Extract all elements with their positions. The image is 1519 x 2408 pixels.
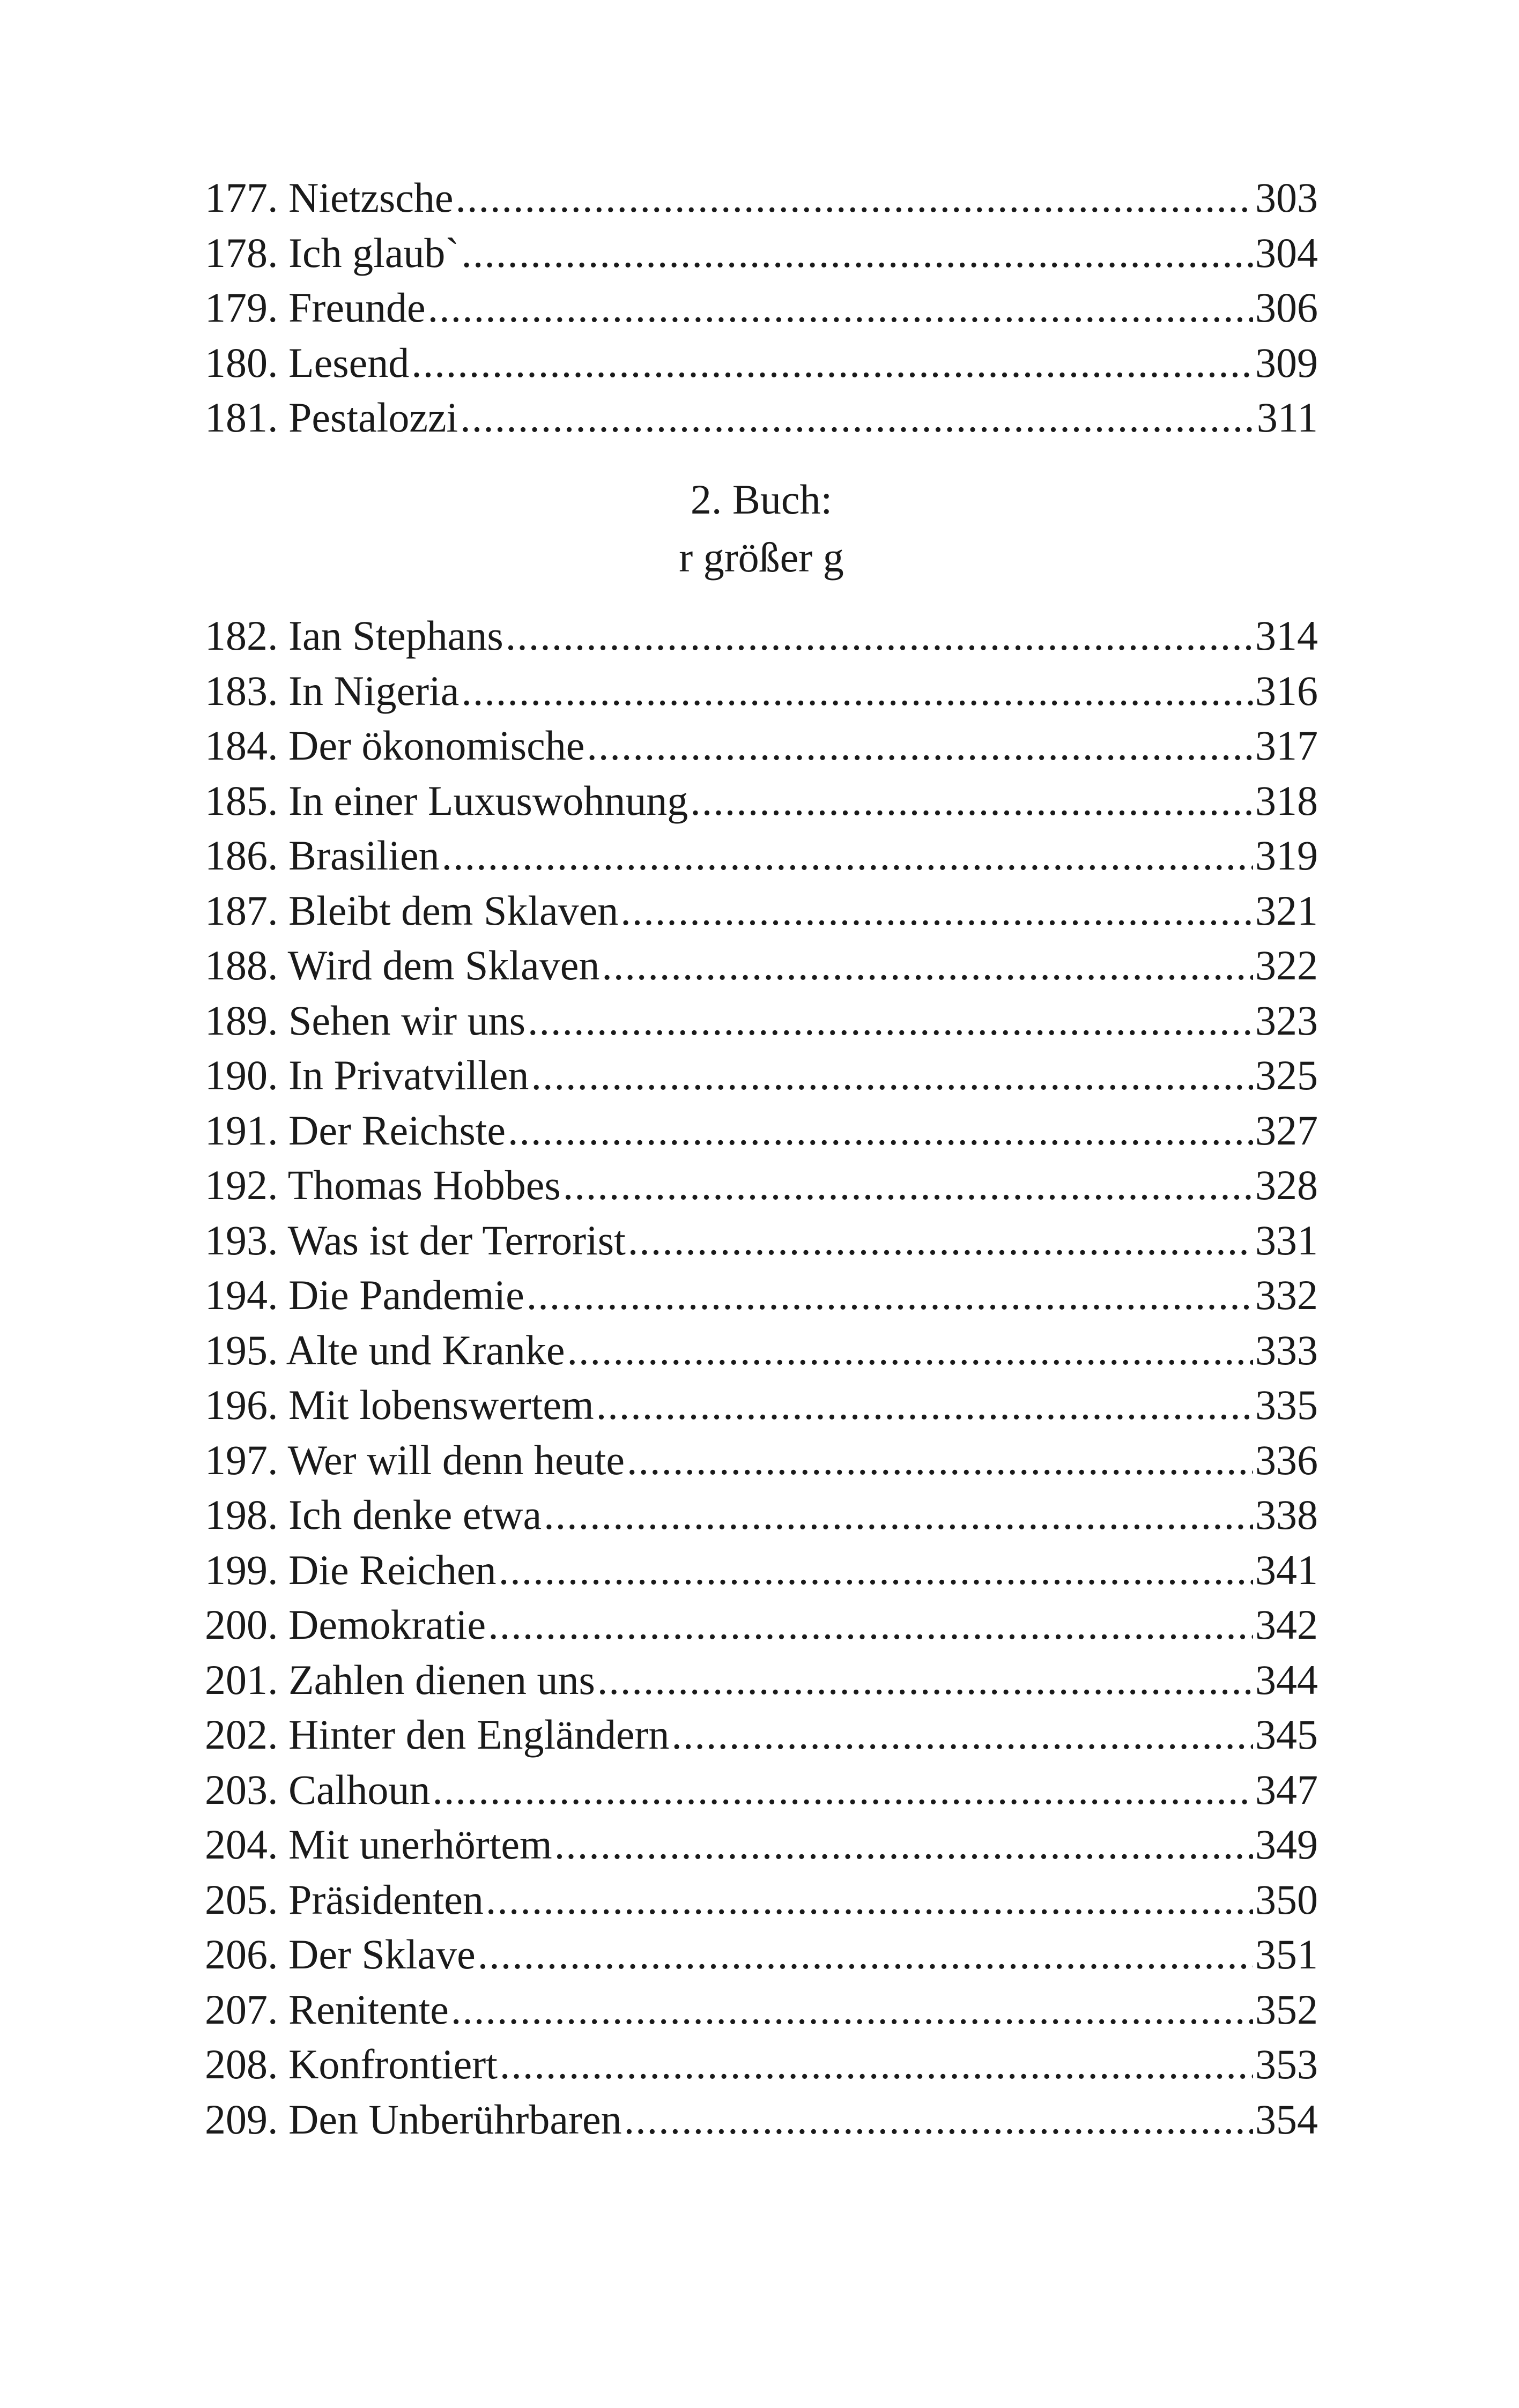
toc-entry-text: Ich glaub` bbox=[288, 229, 460, 276]
dot-leader bbox=[428, 280, 1253, 336]
section-heading bbox=[205, 471, 1318, 586]
toc-entry-text: Demokratie bbox=[288, 1601, 486, 1648]
toc-entry-number: 177. bbox=[205, 174, 278, 221]
toc-entry-number: 187. bbox=[205, 887, 278, 934]
toc-entry-title bbox=[205, 390, 460, 445]
toc-entry-number: 188. bbox=[205, 942, 278, 989]
dot-leader bbox=[488, 1597, 1253, 1653]
toc-entry-text: Wer will denn heute bbox=[287, 1436, 625, 1483]
toc-entry-title bbox=[205, 170, 456, 226]
toc-entry-text: Den Unberührbaren bbox=[288, 2095, 622, 2143]
dot-leader bbox=[596, 1378, 1253, 1433]
toc-entry-title bbox=[205, 2037, 500, 2092]
toc-list-part-1 bbox=[205, 170, 1318, 445]
toc-entry-page-number: 327 bbox=[1255, 1106, 1318, 1154]
toc-entry-number: 202. bbox=[205, 1711, 278, 1758]
toc-entry bbox=[205, 883, 1318, 939]
toc-entry-title bbox=[205, 1597, 488, 1653]
toc-entry bbox=[205, 1982, 1318, 2038]
toc-entry-number: 189. bbox=[205, 997, 278, 1044]
toc-entry-page-number: 317 bbox=[1255, 722, 1318, 769]
toc-entry-number: 209. bbox=[205, 2095, 278, 2143]
toc-entry bbox=[205, 2037, 1318, 2092]
toc-entry-number: 180. bbox=[205, 339, 278, 386]
dot-leader bbox=[563, 1158, 1253, 1213]
dot-leader bbox=[587, 718, 1253, 774]
dot-leader bbox=[620, 883, 1253, 939]
dot-leader bbox=[442, 828, 1253, 883]
toc-entry-text: Präsidenten bbox=[288, 1876, 484, 1923]
toc-entry-title bbox=[205, 1268, 527, 1323]
toc-entry-title bbox=[205, 1378, 596, 1433]
toc-entry-title bbox=[205, 1707, 671, 1763]
toc-entry-page-number: 344 bbox=[1255, 1656, 1318, 1703]
toc-entry-text: In Privatvillen bbox=[288, 1052, 529, 1098]
toc-entry-text: Brasilien bbox=[288, 832, 440, 879]
toc-entry-text: Mit unerhörtem bbox=[288, 1821, 552, 1868]
toc-entry-page-number: 353 bbox=[1255, 2041, 1318, 2087]
toc-entry-title bbox=[205, 2092, 624, 2147]
dot-leader bbox=[478, 1927, 1253, 1982]
toc-entry-text: Was ist der Terrorist bbox=[287, 1216, 626, 1264]
toc-entry-title bbox=[205, 1103, 508, 1158]
toc-entry-text: In einer Luxuswohnung bbox=[288, 777, 688, 824]
toc-entry-number: 195. bbox=[205, 1326, 278, 1373]
toc-entry-title bbox=[205, 1872, 486, 1928]
toc-entry-number: 201. bbox=[205, 1656, 278, 1703]
toc-entry-title bbox=[205, 1763, 432, 1818]
toc-entry-text: Thomas Hobbes bbox=[287, 1162, 561, 1208]
dot-leader bbox=[531, 1048, 1253, 1103]
toc-entry bbox=[205, 1268, 1318, 1323]
toc-entry-text: Bleibt dem Sklaven bbox=[288, 887, 619, 934]
toc-entry-number: 205. bbox=[205, 1876, 278, 1923]
dot-leader bbox=[690, 774, 1253, 829]
toc-entry-number: 193. bbox=[205, 1216, 278, 1264]
dot-leader bbox=[461, 664, 1253, 719]
toc-entry bbox=[205, 664, 1318, 719]
toc-entry-number: 208. bbox=[205, 2041, 278, 2087]
dot-leader bbox=[461, 226, 1253, 281]
toc-entry-text: Ian Stephans bbox=[288, 612, 503, 659]
toc-entry bbox=[205, 2092, 1318, 2147]
toc-entry-text: Wird dem Sklaven bbox=[287, 942, 600, 989]
toc-entry-page-number: 352 bbox=[1255, 1986, 1318, 2033]
toc-entry-title bbox=[205, 1488, 544, 1543]
toc-entry-page-number: 309 bbox=[1255, 339, 1318, 386]
toc-entry-title bbox=[205, 1817, 554, 1872]
toc-entry bbox=[205, 1103, 1318, 1158]
toc-entry-page-number: 336 bbox=[1255, 1436, 1318, 1483]
toc-entry-page-number: 314 bbox=[1255, 612, 1318, 659]
toc-entry bbox=[205, 1323, 1318, 1378]
toc-entry-text: Konfrontiert bbox=[288, 2041, 498, 2087]
toc-entry-title bbox=[205, 1433, 627, 1488]
dot-leader bbox=[602, 938, 1253, 993]
toc-entry-text: Pestalozzi bbox=[288, 394, 458, 441]
toc-entry-number: 200. bbox=[205, 1601, 278, 1648]
toc-entry-page-number: 332 bbox=[1255, 1272, 1318, 1318]
toc-entry-text: Ich denke etwa bbox=[288, 1491, 542, 1538]
toc-entry bbox=[205, 1378, 1318, 1433]
toc-entry-number: 196. bbox=[205, 1381, 278, 1428]
toc-entry-page-number: 318 bbox=[1255, 777, 1318, 824]
toc-entry-page-number: 331 bbox=[1255, 1216, 1318, 1264]
toc-entry bbox=[205, 1213, 1318, 1268]
toc-entry-title bbox=[205, 336, 411, 391]
dot-leader bbox=[627, 1433, 1253, 1488]
toc-entry-page-number: 316 bbox=[1255, 667, 1318, 714]
toc-entry-text: Nietzsche bbox=[288, 174, 454, 221]
toc-entry bbox=[205, 1763, 1318, 1818]
toc-entry bbox=[205, 608, 1318, 664]
toc-entry bbox=[205, 170, 1318, 226]
toc-entry-title bbox=[205, 1543, 499, 1598]
toc-entry-page-number: 303 bbox=[1255, 174, 1318, 221]
toc-entry bbox=[205, 390, 1318, 445]
toc-entry-number: 198. bbox=[205, 1491, 278, 1538]
toc-entry-page-number: 333 bbox=[1255, 1326, 1318, 1373]
toc-entry-page-number: 350 bbox=[1255, 1876, 1318, 1923]
toc-entry-page-number: 321 bbox=[1255, 887, 1318, 934]
toc-entry-number: 194. bbox=[205, 1272, 278, 1318]
toc-entry-number: 182. bbox=[205, 612, 278, 659]
toc-entry bbox=[205, 1433, 1318, 1488]
toc-entry-page-number: 349 bbox=[1255, 1821, 1318, 1868]
toc-entry-page-number: 325 bbox=[1255, 1052, 1318, 1098]
toc-entry-text: Hinter den Engländern bbox=[288, 1711, 670, 1758]
toc-entry-page-number: 311 bbox=[1256, 394, 1318, 441]
toc-entry-text: Der ökonomische bbox=[288, 722, 585, 769]
toc-entry-title bbox=[205, 664, 461, 719]
toc-entry bbox=[205, 1927, 1318, 1982]
toc-entry-text: Freunde bbox=[288, 284, 426, 331]
toc-entry-title bbox=[205, 226, 461, 281]
toc-entry-page-number: 341 bbox=[1255, 1546, 1318, 1593]
toc-entry-number: 197. bbox=[205, 1436, 278, 1483]
toc-entry-title bbox=[205, 1048, 531, 1103]
dot-leader bbox=[624, 2092, 1253, 2147]
dot-leader bbox=[499, 1543, 1253, 1598]
dot-leader bbox=[544, 1488, 1253, 1543]
toc-entry bbox=[205, 336, 1318, 391]
dot-leader bbox=[486, 1872, 1253, 1928]
toc-entry bbox=[205, 1048, 1318, 1103]
toc-entry-number: 186. bbox=[205, 832, 278, 879]
toc-entry-page-number: 319 bbox=[1255, 832, 1318, 879]
toc-entry-page-number: 351 bbox=[1255, 1931, 1318, 1978]
dot-leader bbox=[451, 1982, 1253, 2038]
toc-entry-text: Die Pandemie bbox=[288, 1272, 524, 1318]
toc-entry-text: Der Reichste bbox=[288, 1106, 506, 1154]
toc-entry-title bbox=[205, 1982, 451, 2038]
dot-leader bbox=[554, 1817, 1253, 1872]
toc-entry-page-number: 338 bbox=[1255, 1491, 1318, 1538]
toc-entry-title bbox=[205, 1213, 628, 1268]
toc-entry bbox=[205, 1872, 1318, 1928]
toc-entry-title bbox=[205, 718, 587, 774]
toc-list-part-2 bbox=[205, 608, 1318, 2147]
toc-entry bbox=[205, 1817, 1318, 1872]
toc-entry-page-number: 306 bbox=[1255, 284, 1318, 331]
toc-entry-title bbox=[205, 828, 442, 883]
toc-entry-title bbox=[205, 993, 528, 1049]
toc-entry-number: 178. bbox=[205, 229, 278, 276]
toc-entry-number: 181. bbox=[205, 394, 278, 441]
toc-entry-page-number: 335 bbox=[1255, 1381, 1318, 1428]
toc-entry-page-number: 323 bbox=[1255, 997, 1318, 1044]
toc-entry-number: 207. bbox=[205, 1986, 278, 2033]
toc-entry-title bbox=[205, 774, 690, 829]
dot-leader bbox=[411, 336, 1253, 391]
toc-entry bbox=[205, 828, 1318, 883]
dot-leader bbox=[567, 1323, 1253, 1378]
dot-leader bbox=[506, 608, 1253, 664]
toc-entry-title bbox=[205, 883, 620, 939]
toc-entry-page-number: 342 bbox=[1255, 1601, 1318, 1648]
dot-leader bbox=[500, 2037, 1253, 2092]
toc-entry bbox=[205, 1488, 1318, 1543]
toc-entry bbox=[205, 280, 1318, 336]
dot-leader bbox=[432, 1763, 1253, 1818]
toc-entry-number: 204. bbox=[205, 1821, 278, 1868]
toc-entry-title bbox=[205, 938, 602, 993]
section-heading-line-2: r größer g bbox=[679, 534, 844, 581]
toc-entry bbox=[205, 1653, 1318, 1708]
toc-entry-text: Zahlen dienen uns bbox=[288, 1656, 595, 1703]
toc-entry bbox=[205, 993, 1318, 1049]
toc-entry-title bbox=[205, 1158, 563, 1213]
toc-entry-text: Calhoun bbox=[288, 1766, 431, 1813]
toc-entry-number: 179. bbox=[205, 284, 278, 331]
toc-entry-title bbox=[205, 1323, 567, 1378]
toc-entry bbox=[205, 1158, 1318, 1213]
toc-entry-number: 190. bbox=[205, 1052, 278, 1098]
toc-entry bbox=[205, 718, 1318, 774]
toc-entry-text: Die Reichen bbox=[288, 1546, 497, 1593]
dot-leader bbox=[671, 1707, 1253, 1763]
toc-entry-title bbox=[205, 1927, 478, 1982]
toc-entry-text: Mit lobenswertem bbox=[288, 1381, 594, 1428]
toc-entry-text: Alte und Kranke bbox=[286, 1326, 565, 1373]
toc-entry bbox=[205, 1543, 1318, 1598]
toc-entry-text: In Nigeria bbox=[288, 667, 460, 714]
toc-entry-page-number: 322 bbox=[1255, 942, 1318, 989]
toc-entry-page-number: 304 bbox=[1255, 229, 1318, 276]
toc-entry-page-number: 354 bbox=[1255, 2095, 1318, 2143]
dot-leader bbox=[628, 1213, 1253, 1268]
dot-leader bbox=[508, 1103, 1253, 1158]
toc-entry bbox=[205, 938, 1318, 993]
dot-leader bbox=[456, 170, 1253, 226]
toc-entry-text: Der Sklave bbox=[288, 1931, 476, 1978]
toc-entry-number: 191. bbox=[205, 1106, 278, 1154]
toc-entry-title bbox=[205, 1653, 597, 1708]
toc-entry bbox=[205, 774, 1318, 829]
section-heading-line-1: 2. Buch: bbox=[690, 476, 833, 523]
toc-entry-number: 203. bbox=[205, 1766, 278, 1813]
toc-entry-number: 192. bbox=[205, 1162, 278, 1208]
toc-entry-text: Renitente bbox=[288, 1986, 449, 2033]
toc-entry-number: 199. bbox=[205, 1546, 278, 1593]
toc-entry-text: Sehen wir uns bbox=[288, 997, 525, 1044]
toc-entry-page-number: 347 bbox=[1255, 1766, 1318, 1813]
dot-leader bbox=[528, 993, 1253, 1049]
toc-entry-number: 206. bbox=[205, 1931, 278, 1978]
toc-entry-page-number: 345 bbox=[1255, 1711, 1318, 1758]
toc-entry-number: 183. bbox=[205, 667, 278, 714]
toc-entry bbox=[205, 1707, 1318, 1763]
toc-entry bbox=[205, 226, 1318, 281]
toc-entry bbox=[205, 1597, 1318, 1653]
toc-entry-title bbox=[205, 280, 428, 336]
toc-entry-title bbox=[205, 608, 506, 664]
dot-leader bbox=[597, 1653, 1253, 1708]
toc-entry-page-number: 328 bbox=[1255, 1162, 1318, 1208]
toc-entry-text: Lesend bbox=[288, 339, 410, 386]
dot-leader bbox=[460, 390, 1255, 445]
dot-leader bbox=[527, 1268, 1253, 1323]
toc-entry-number: 185. bbox=[205, 777, 278, 824]
toc-entry-number: 184. bbox=[205, 722, 278, 769]
